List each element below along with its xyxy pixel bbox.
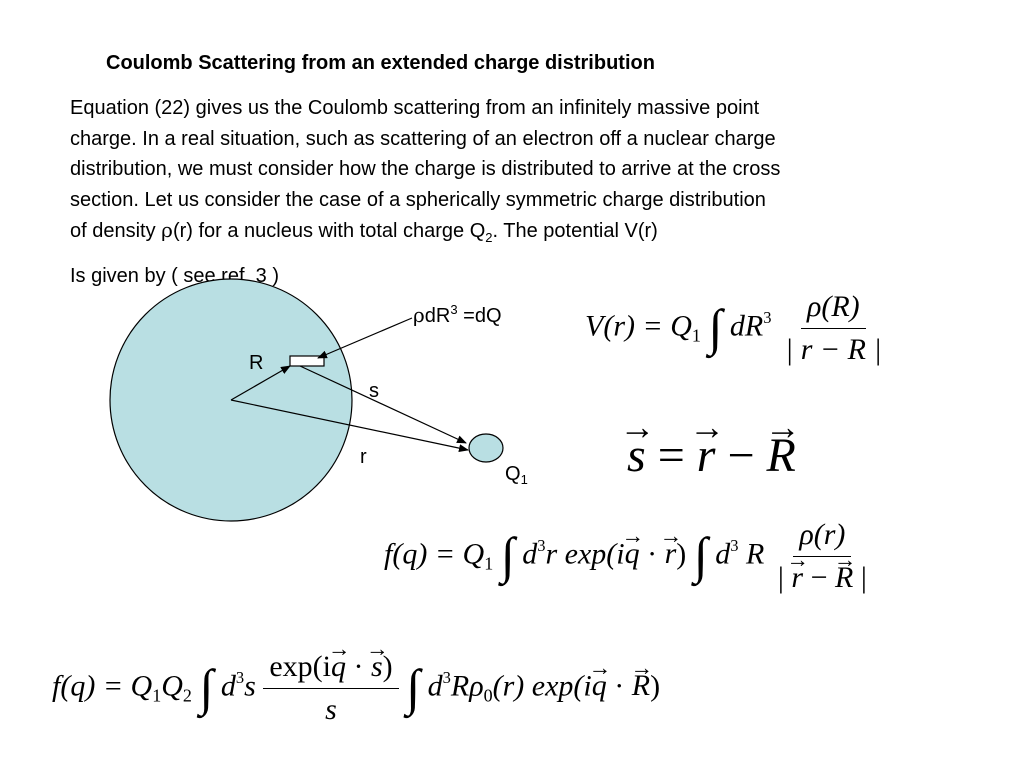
line5-text-b: (r) for a nucleus with total charge Q: [172, 220, 486, 242]
given-by-text: Is given by ( see ref. 3 ): [70, 265, 279, 287]
eq3-den-bar-left: |: [777, 561, 792, 594]
vec-s: → s: [371, 650, 383, 684]
eq4-fraction: [263, 650, 398, 727]
eq4-num-dot: ·: [345, 650, 371, 683]
eq4-lhs-sub1: 1: [152, 685, 162, 706]
label-Q1: [505, 463, 528, 487]
paragraph-line-4: section. Let us consider the case of a spherically symmetric charge distribution: [70, 188, 766, 211]
integral-sign: ∫: [199, 660, 214, 717]
eq1-lhs-sub: 1: [691, 325, 701, 346]
eq4-d2-exponent: 3: [442, 668, 451, 688]
vec-r: → r: [697, 428, 716, 483]
label-s: s: [369, 380, 379, 402]
paragraph-line-1: Equation (22) gives us the Coulomb scattering from an infinitely massive point: [70, 97, 760, 119]
eq3-d2-var: R: [746, 537, 765, 571]
eq3-d2: d: [715, 537, 731, 571]
amplitude-equation: [384, 518, 873, 595]
eq4-d1-var: s: [244, 669, 256, 703]
eq3-den-minus: −: [803, 561, 835, 594]
eq3-numerator: ρ(r): [793, 518, 851, 557]
eq4-lhs-sub2: 2: [182, 685, 192, 706]
eq3-close: ): [676, 537, 687, 571]
vector-relation-equation: [627, 428, 796, 483]
eq4-d1: d: [220, 669, 236, 703]
label-dR: dR: [424, 305, 451, 327]
eq4-Q2: Q: [161, 669, 183, 703]
eq1-differential: dR: [729, 309, 764, 343]
eq2-equals: =: [645, 429, 697, 482]
eq4-tail-dot: ·: [606, 669, 632, 703]
vec-R: → R: [835, 561, 853, 595]
integral-sign: ∫: [500, 528, 515, 585]
eq3-den-bar-right: |: [853, 561, 867, 594]
eq1-numerator: ρ(R): [801, 290, 866, 329]
line5-text-c: . The potential V(r): [492, 220, 658, 242]
vec-q: → q: [331, 650, 346, 684]
eq3-lhs: f(q) = Q: [384, 537, 485, 571]
paragraph-line-2: charge. In a real situation, such as scattering of an electron off a nuclear charge: [70, 127, 776, 150]
label-Q: Q: [505, 463, 521, 485]
vec-q: → q: [625, 537, 640, 571]
paragraph-line-3: distribution, we must consider how the charge is distributed to arrive at the cross: [70, 158, 781, 180]
eq4-num-b: ): [382, 650, 393, 683]
eq3-denominator: [772, 557, 873, 595]
eq4-lhs: f(q) = Q: [52, 669, 153, 703]
eq4-numerator: [263, 650, 398, 689]
eq1-lhs: V(r) = Q: [585, 309, 692, 343]
eq4-tail-b: ): [650, 669, 661, 703]
label-r: r: [360, 446, 367, 468]
slide-title: Coulomb Scattering from an extended charge distribution: [106, 52, 655, 74]
line5-text-a: of density: [70, 220, 162, 242]
eq3-d1-exponent: 3: [537, 536, 546, 556]
eq1-differential-exponent: 3: [763, 308, 772, 328]
eq4-rho-sub: 0: [483, 685, 493, 706]
eq3-d1: d: [522, 537, 538, 571]
vec-r: → r: [791, 561, 803, 595]
integral-sign: ∫: [693, 528, 708, 585]
q2-subscript: 2: [485, 230, 493, 245]
eq3-dot: ·: [639, 537, 665, 571]
eq4-denominator: s: [325, 693, 337, 726]
eq3-d1-var: r exp(i: [545, 537, 625, 571]
label-Q-subscript: 1: [520, 472, 528, 487]
potential-equation: [585, 290, 888, 367]
eq4-d1-exponent: 3: [235, 668, 245, 688]
label-rho-dR3-dQ: [413, 302, 502, 328]
eq3-lhs-sub: 1: [484, 553, 494, 574]
vec-r: → r: [665, 537, 677, 571]
eq4-num-a: exp(i: [269, 650, 331, 683]
rho-glyph: ρ: [413, 303, 425, 327]
eq4-d2: d: [427, 669, 443, 703]
eq3-d2-exponent: 3: [730, 536, 739, 556]
label-dR-exponent: 3: [450, 302, 458, 317]
label-R: R: [249, 352, 264, 374]
vec-q: → q: [592, 669, 607, 703]
eq1-denominator: | r − R |: [784, 333, 882, 366]
eq4-tail-a: (r) exp(i: [492, 669, 592, 703]
eq2-minus: −: [715, 429, 767, 482]
vec-R: → R: [767, 428, 796, 483]
integral-sign: ∫: [406, 660, 421, 717]
vec-s: → s: [627, 428, 646, 483]
electron-sphere: [469, 434, 503, 462]
label-eq-dQ: =dQ: [457, 305, 502, 327]
eq1-fraction: [779, 290, 888, 367]
form-factor-equation: [52, 650, 660, 727]
integral-sign: ∫: [708, 300, 723, 357]
eq4-d2-var: Rρ: [450, 669, 484, 703]
eq3-fraction: [772, 518, 873, 595]
rho-symbol: ρ: [161, 218, 173, 242]
vec-R: → R: [632, 669, 650, 703]
